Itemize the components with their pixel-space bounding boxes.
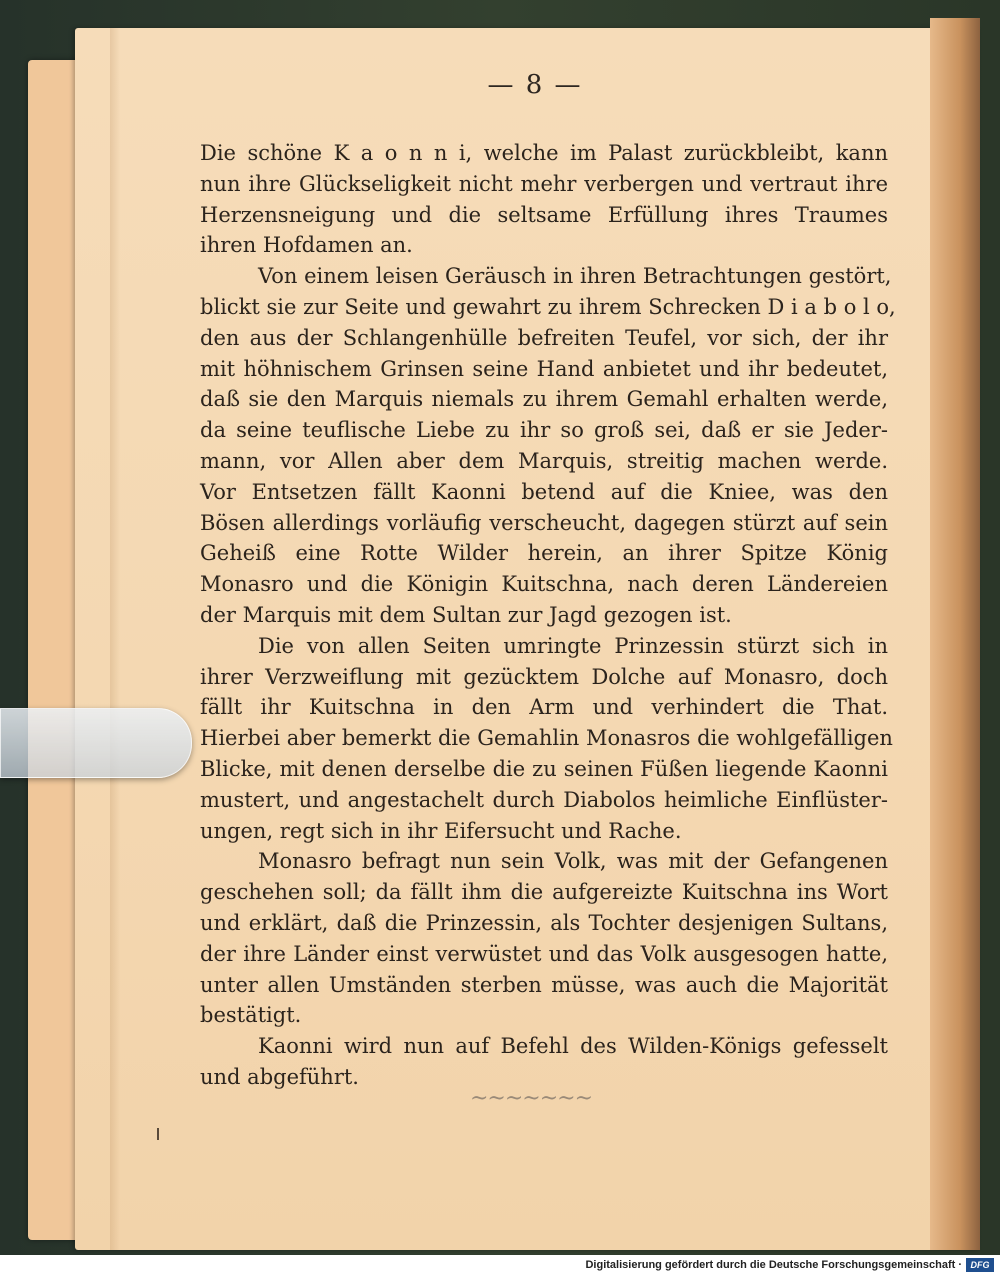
text-line: und erklärt, daß die Prinzessin, als Tochter desjenigen Sultans, bbox=[200, 910, 888, 935]
funding-note: Digitalisierung gefördert durch die Deutsche Forschungsgemeinschaft · bbox=[585, 1259, 962, 1271]
paragraph bbox=[200, 138, 888, 261]
text-line: und abgeführt. bbox=[200, 1064, 359, 1089]
text-line: nun ihre Glückseligkeit nicht mehr verbergen und vertraut ihre bbox=[200, 171, 888, 196]
text-line: unter allen Umständen sterben müsse, was auch die Majorität bbox=[200, 972, 888, 997]
end-ornament: ~~~~~~~ bbox=[470, 1086, 593, 1111]
paragraph bbox=[200, 631, 893, 847]
text-line: Monasro und die Königin Kuitschna, nach deren Ländereien bbox=[200, 572, 888, 597]
text-line: ihren Hofdamen an. bbox=[200, 233, 413, 258]
text-line: Die von allen Seiten umringte Prinzessin stürzt sich in bbox=[258, 633, 888, 658]
text-line: mann, vor Allen aber dem Marquis, streitig machen werde. bbox=[200, 448, 888, 473]
text-line: Von einem leisen Geräusch in ihren Betrachtungen gestört, bbox=[258, 264, 892, 289]
text-line: daß sie den Marquis niemals zu ihrem Gemahl erhalten werde, bbox=[200, 387, 888, 412]
text-line: da seine teuflische Liebe zu ihr so groß sei, daß er sie Jeder- bbox=[200, 418, 888, 443]
text-line: Monasro befragt nun sein Volk, was mit der Gefangenen bbox=[258, 849, 888, 874]
text-line: mit höhnischem Grinsen seine Hand anbietet und ihr bedeutet, bbox=[200, 356, 888, 381]
page-number: — 8 — bbox=[487, 70, 583, 100]
text-line: blickt sie zur Seite und gewahrt zu ihrem Schrecken D i a b o l o, bbox=[200, 294, 896, 319]
text-line: geschehen soll; da fällt ihm die aufgereizte Kuitschna ins Wort bbox=[200, 880, 888, 905]
page-gutter-shadow bbox=[110, 28, 120, 1250]
paragraph bbox=[200, 261, 896, 631]
text-line: Vor Entsetzen fällt Kaonni betend auf die Kniee, was den bbox=[200, 479, 888, 504]
paragraph bbox=[200, 1031, 888, 1093]
text-line: mustert, und angestachelt durch Diabolos heimliche Einflüster- bbox=[200, 787, 888, 812]
text-line: der Marquis mit dem Sultan zur Jagd gezogen ist. bbox=[200, 602, 732, 627]
text-line: ungen, regt sich in ihr Eifersucht und Rache. bbox=[200, 818, 682, 843]
margin-mark bbox=[157, 1128, 159, 1140]
dfg-logo: DFG bbox=[966, 1258, 994, 1272]
text-line: fällt ihr Kuitschna in den Arm und verhindert die That. bbox=[200, 695, 888, 720]
page-edge bbox=[930, 18, 980, 1250]
paragraph bbox=[200, 846, 888, 1031]
text-line: Die schöne K a o n n i, welche im Palast zurückbleibt, kann bbox=[200, 141, 888, 165]
text-line: den aus der Schlangenhülle befreiten Teufel, vor sich, der ihr bbox=[200, 325, 888, 350]
text-line: Blicke, mit denen derselbe die zu seinen Füßen liegende Kaonni bbox=[200, 756, 888, 781]
glass-page-weight bbox=[0, 708, 192, 778]
text-line: der ihre Länder einst verwüstet und das Volk ausgesogen hatte, bbox=[200, 941, 888, 966]
text-line: Hierbei aber bemerkt die Gemahlin Monasros die wohlgefälligen bbox=[200, 726, 893, 751]
body-text bbox=[200, 138, 896, 1093]
text-line: Geheiß eine Rotte Wilder herein, an ihrer Spitze König bbox=[200, 541, 888, 566]
text-line: ihrer Verzweiflung mit gezücktem Dolche auf Monasro, doch bbox=[200, 664, 888, 689]
text-line: Bösen allerdings vorläufig verscheucht, dagegen stürzt auf sein bbox=[200, 510, 888, 535]
text-line: Kaonni wird nun auf Befehl des Wilden-Königs gefesselt bbox=[258, 1034, 888, 1059]
text-line: Herzensneigung und die seltsame Erfüllung ihres Traumes bbox=[200, 202, 888, 227]
text-line: bestätigt. bbox=[200, 1003, 302, 1028]
